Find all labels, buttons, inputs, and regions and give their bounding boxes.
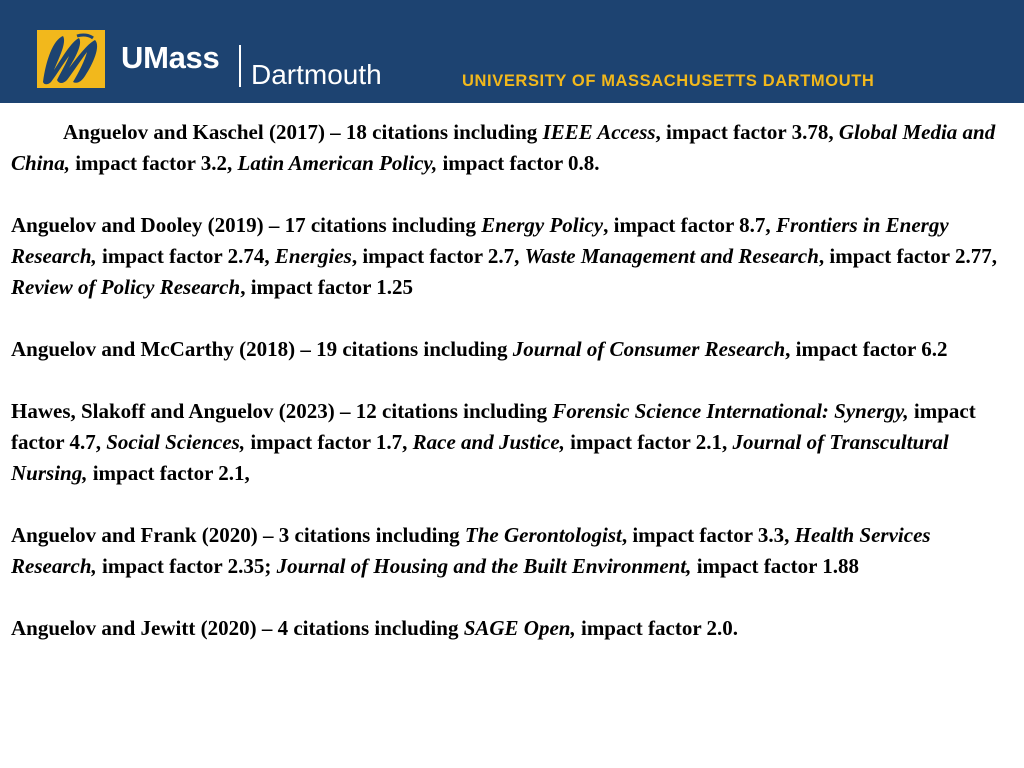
citation-entry bbox=[11, 613, 1019, 644]
journal-name: Latin American Policy, bbox=[237, 151, 438, 175]
citation-text: , impact factor 1.25 bbox=[240, 275, 414, 299]
citation-text: impact factor 0.8. bbox=[437, 151, 600, 175]
journal-name: Forensic Science International: Synergy, bbox=[552, 399, 909, 423]
citation-text: , impact factor 8.7, bbox=[603, 213, 776, 237]
citation-text: impact factor 3.2, bbox=[69, 151, 238, 175]
citation-entry bbox=[11, 334, 1019, 365]
header-banner bbox=[0, 0, 1024, 103]
citation-text: Anguelov and Jewitt (2020) – 4 citations including bbox=[11, 616, 464, 640]
citation-text: Hawes, Slakoff and Anguelov (2023) – 12 citations including bbox=[11, 399, 553, 423]
citation-text: Anguelov and Dooley (2019) – 17 citations including bbox=[11, 213, 482, 237]
citation-text: , impact factor 3.78, bbox=[655, 120, 839, 144]
citation-text: impact factor 2.1, bbox=[87, 461, 250, 485]
brand-umass: UMass bbox=[121, 40, 220, 75]
journal-name: The Gerontologist bbox=[464, 523, 622, 547]
citation-list bbox=[11, 117, 1019, 675]
citation-text: impact factor 4.7, bbox=[11, 399, 976, 454]
citation-text: , impact factor 2.77, bbox=[818, 244, 997, 268]
journal-name: Race and Justice, bbox=[412, 430, 565, 454]
journal-name: Frontiers in Energy Research, bbox=[11, 213, 949, 268]
citation-text: impact factor 2.0. bbox=[575, 616, 739, 640]
journal-name: Energies bbox=[274, 244, 352, 268]
umass-logo-mark-icon bbox=[37, 30, 105, 88]
brand-divider bbox=[239, 45, 241, 87]
citation-entry bbox=[11, 396, 1019, 489]
citation-text: Anguelov and Kaschel (2017) – 18 citations including bbox=[63, 120, 543, 144]
citation-text: impact factor 2.1, bbox=[564, 430, 733, 454]
citation-text: , impact factor 2.7, bbox=[351, 244, 525, 268]
journal-name: IEEE Access bbox=[542, 120, 656, 144]
citation-text: impact factor 1.7, bbox=[245, 430, 413, 454]
brand-campus: Dartmouth bbox=[251, 59, 382, 90]
citation-entry bbox=[11, 117, 1019, 179]
citation-text: , impact factor 3.3, bbox=[621, 523, 795, 547]
citation-text: Anguelov and McCarthy (2018) – 19 citations including bbox=[11, 337, 513, 361]
citation-entry bbox=[11, 520, 1019, 582]
university-full-name: UNIVERSITY OF MASSACHUSETTS DARTMOUTH bbox=[462, 72, 875, 90]
citation-text: impact factor 2.74, bbox=[96, 244, 275, 268]
journal-name: Review of Policy Research bbox=[11, 275, 241, 299]
journal-name: SAGE Open, bbox=[463, 616, 576, 640]
journal-name: Social Sciences, bbox=[106, 430, 246, 454]
journal-name: Journal of Housing and the Built Environment, bbox=[276, 554, 692, 578]
journal-name: Energy Policy bbox=[481, 213, 604, 237]
journal-name: Journal of Transcultural Nursing, bbox=[11, 430, 949, 485]
journal-name: Health Services Research, bbox=[11, 523, 931, 578]
citation-text: Anguelov and Frank (2020) – 3 citations including bbox=[11, 523, 465, 547]
journal-name: Global Media and China, bbox=[11, 120, 996, 175]
citation-text: , impact factor 6.2 bbox=[785, 337, 948, 361]
journal-name: Journal of Consumer Research bbox=[512, 337, 786, 361]
citation-entry bbox=[11, 210, 1019, 303]
journal-name: Waste Management and Research bbox=[524, 244, 819, 268]
citation-text: impact factor 1.88 bbox=[691, 554, 860, 578]
citation-text: impact factor 2.35; bbox=[96, 554, 277, 578]
